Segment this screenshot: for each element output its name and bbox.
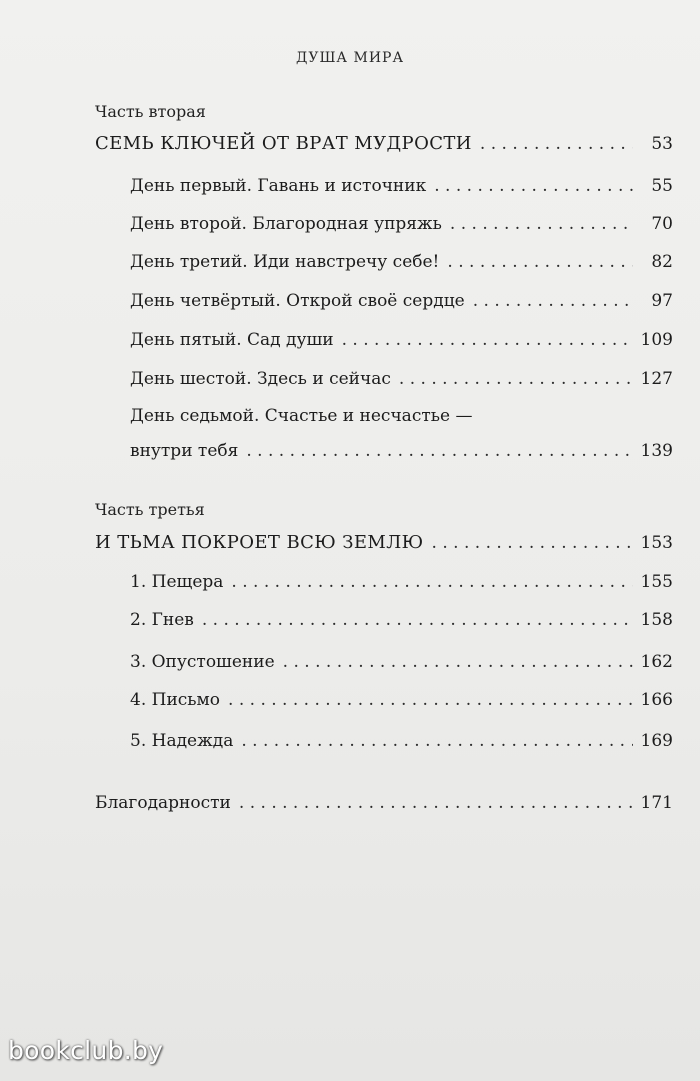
toc-entry <box>130 690 673 710</box>
page-number: 53 <box>651 134 673 154</box>
dot-leader <box>434 176 633 196</box>
page-number: 109 <box>640 330 673 350</box>
toc-entry <box>130 369 673 389</box>
dot-leader <box>342 330 633 350</box>
part-two-label: Часть вторая <box>95 102 206 121</box>
dot-leader <box>450 214 633 234</box>
entry-title: 2. Гнев <box>130 610 194 630</box>
toc-entry <box>130 252 673 272</box>
toc-entry <box>130 214 673 234</box>
part-three-label: Часть третья <box>95 500 205 519</box>
toc-entry <box>130 330 673 350</box>
entry-title: День пятый. Сад души <box>130 330 334 350</box>
dot-leader <box>241 731 633 751</box>
entry-title: Благодарности <box>95 793 231 813</box>
entry-title: 5. Надежда <box>130 731 234 751</box>
page-number: 127 <box>640 369 673 389</box>
entry-title: День первый. Гавань и источник <box>130 176 427 196</box>
part-three-title-row <box>95 532 673 553</box>
toc-entry <box>130 441 673 461</box>
page-number: 166 <box>640 690 673 710</box>
page-number: 153 <box>640 533 673 553</box>
dot-leader <box>283 652 633 672</box>
page-number: 155 <box>640 572 673 592</box>
dot-leader <box>228 690 633 710</box>
toc-entry <box>130 610 673 630</box>
page-number: 162 <box>640 652 673 672</box>
dot-leader <box>473 291 633 311</box>
dot-leader <box>399 369 633 389</box>
page-number: 55 <box>651 176 673 196</box>
page-number: 169 <box>640 731 673 751</box>
toc-entry-acknowledgements <box>95 793 673 813</box>
dot-leader <box>239 793 633 813</box>
entry-title: День третий. Иди навстречу себе! <box>130 252 440 272</box>
entry-title: 3. Опустошение <box>130 652 275 672</box>
watermark-logo: bookclub.by <box>8 1036 164 1065</box>
dot-leader <box>432 533 633 553</box>
dot-leader <box>246 441 633 461</box>
toc-entry <box>130 176 673 196</box>
entry-title: 1. Пещера <box>130 572 224 592</box>
page-number: 171 <box>640 793 673 813</box>
entry-title: День второй. Благородная упряжь <box>130 214 442 234</box>
entry-title: 4. Письмо <box>130 690 221 710</box>
dot-leader <box>231 572 633 592</box>
toc-entry <box>130 572 673 592</box>
part-three-title: И ТЬМА ПОКРОЕТ ВСЮ ЗЕМЛЮ <box>95 532 424 553</box>
page-number: 158 <box>640 610 673 630</box>
entry-title: День четвёртый. Открой своё сердце <box>130 291 465 311</box>
page-number: 139 <box>640 441 673 461</box>
entry-title-line1: День седьмой. Счастье и несчастье — <box>130 406 473 426</box>
dot-leader <box>202 610 633 630</box>
toc-entry <box>130 731 673 751</box>
entry-title: День шестой. Здесь и сейчас <box>130 369 391 389</box>
entry-title-line2: внутри тебя <box>130 441 239 461</box>
dot-leader <box>447 252 633 272</box>
dot-leader <box>480 134 633 154</box>
page-number: 82 <box>651 252 673 272</box>
page-number: 97 <box>651 291 673 311</box>
part-two-title-row <box>95 133 673 154</box>
page-number: 70 <box>651 214 673 234</box>
part-two-title: СЕМЬ КЛЮЧЕЙ ОТ ВРАТ МУДРОСТИ <box>95 133 472 154</box>
toc-entry <box>130 652 673 672</box>
toc-entry <box>130 291 673 311</box>
running-head: ДУША МИРА <box>295 50 405 66</box>
